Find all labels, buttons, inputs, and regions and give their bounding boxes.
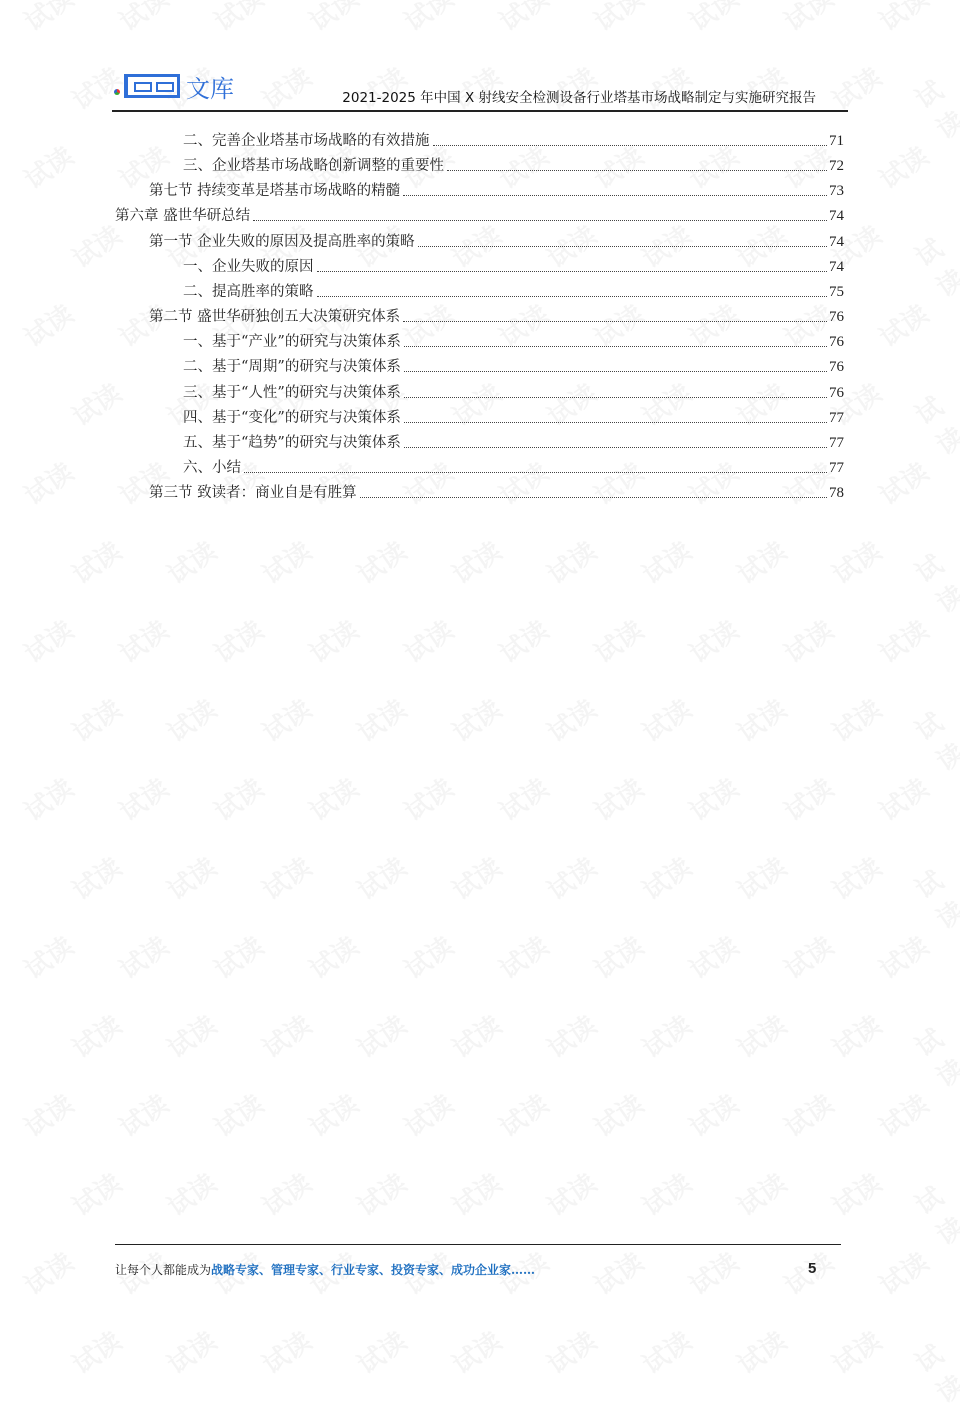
logo-mark-icon — [124, 74, 180, 98]
watermark-text — [491, 926, 555, 986]
watermark-text — [871, 1084, 935, 1144]
watermark-text — [776, 926, 840, 986]
toc-entry-title: 一、基于“产业”的研究与决策体系 — [183, 334, 401, 351]
watermark-text — [539, 531, 603, 591]
watermark-text — [729, 847, 793, 907]
watermark-text — [254, 1163, 318, 1223]
toc-entry-page: 77 — [829, 459, 844, 476]
watermark-text — [64, 1163, 128, 1223]
toc-entry[interactable] — [183, 128, 844, 150]
toc-entry[interactable] — [115, 203, 844, 225]
watermark-text — [111, 1084, 175, 1144]
toc-entry[interactable] — [149, 178, 844, 200]
toc-entry[interactable] — [183, 455, 844, 477]
watermark-text — [729, 1005, 793, 1065]
watermark-text — [16, 1242, 80, 1302]
watermark-text — [349, 1005, 413, 1065]
toc-entry[interactable] — [183, 354, 844, 376]
toc-leader-dots — [360, 497, 827, 498]
watermark-text — [871, 136, 935, 196]
toc-entry[interactable] — [183, 279, 844, 301]
watermark-text — [539, 1321, 603, 1381]
toc-entry-page: 77 — [829, 409, 844, 426]
footer-slogan — [115, 1261, 535, 1278]
watermark-text — [396, 926, 460, 986]
watermark-text — [681, 1242, 745, 1302]
watermark-text — [824, 1005, 888, 1065]
watermark-text — [729, 1163, 793, 1223]
watermark-text — [776, 768, 840, 828]
toc-entry[interactable] — [149, 229, 844, 251]
watermark-text — [681, 610, 745, 670]
watermark-text — [539, 1005, 603, 1065]
watermark-text — [871, 926, 935, 986]
watermark-text — [729, 1321, 793, 1381]
toc-entry-page: 76 — [829, 384, 844, 401]
watermark-text — [16, 610, 80, 670]
toc-entry-title: 六、小结 — [183, 459, 241, 476]
footer-prefix: 让每个人都能成为 — [115, 1263, 212, 1277]
watermark-text — [159, 1321, 223, 1381]
toc-leader-dots — [317, 296, 828, 297]
toc-leader-dots — [404, 371, 827, 372]
watermark-text — [159, 1005, 223, 1065]
watermark-text — [871, 0, 935, 39]
watermark-text — [64, 847, 128, 907]
watermark-text — [681, 926, 745, 986]
watermark-text — [16, 136, 80, 196]
toc-entry-title: 二、基于“周期”的研究与决策体系 — [183, 359, 401, 376]
watermark-text — [159, 1163, 223, 1223]
toc-entry[interactable] — [183, 430, 844, 452]
watermark-text — [254, 1005, 318, 1065]
watermark-text — [301, 1084, 365, 1144]
watermark-text — [64, 373, 128, 433]
watermark-text — [396, 610, 460, 670]
watermark-text — [634, 1005, 698, 1065]
watermark-text — [396, 1084, 460, 1144]
watermark-text — [907, 1172, 960, 1253]
watermark-text — [871, 294, 935, 354]
logo-text: 文库 — [186, 74, 234, 103]
toc-entry-title: 第一节 企业失败的原因及提高胜率的策略 — [149, 233, 415, 250]
watermark-text — [444, 689, 508, 749]
toc-leader-dots — [317, 271, 828, 272]
toc-entry-page: 71 — [829, 133, 844, 149]
watermark-text — [111, 0, 175, 39]
watermark-text — [301, 926, 365, 986]
watermark-text — [301, 0, 365, 39]
watermark-text — [349, 531, 413, 591]
watermark-text — [16, 294, 80, 354]
watermark-text — [491, 0, 555, 39]
watermark-text — [111, 768, 175, 828]
watermark-text — [681, 768, 745, 828]
watermark-text — [349, 1163, 413, 1223]
toc-entry-page: 74 — [829, 208, 844, 225]
watermark-text — [907, 66, 960, 147]
watermark-text — [444, 531, 508, 591]
watermark-text — [254, 847, 318, 907]
watermark-text — [871, 768, 935, 828]
watermark-text — [729, 689, 793, 749]
watermark-text — [586, 1084, 650, 1144]
watermark-text — [907, 1014, 960, 1095]
toc-entry-page: 74 — [829, 233, 844, 250]
watermark-text — [159, 531, 223, 591]
toc-entry-page: 78 — [829, 485, 844, 502]
toc-entry-title: 二、完善企业塔基市场战略的有效措施 — [183, 133, 430, 149]
watermark-text — [159, 689, 223, 749]
toc-entry-title: 一、企业失败的原因 — [183, 258, 314, 275]
toc-leader-dots — [244, 472, 827, 473]
watermark-text — [729, 531, 793, 591]
watermark-text — [396, 0, 460, 39]
toc-entry-title: 第二节 盛世华研独创五大决策研究体系 — [149, 309, 401, 326]
watermark-text — [776, 1084, 840, 1144]
watermark-text — [64, 1005, 128, 1065]
toc-entry-page: 73 — [829, 183, 844, 200]
toc-entry-page: 75 — [829, 283, 844, 300]
toc-entry-title: 二、提高胜率的策略 — [183, 283, 314, 300]
toc-leader-dots — [403, 321, 827, 322]
toc-entry[interactable] — [149, 304, 844, 326]
watermark-text — [206, 768, 270, 828]
watermark-text — [586, 1242, 650, 1302]
logo — [114, 70, 234, 102]
toc-leader-dots — [404, 447, 827, 448]
report-title: 2021-2025 年中国 X 射线安全检测设备行业塔基市场战略制定与实施研究报告 — [342, 90, 816, 106]
page-header — [112, 70, 848, 112]
watermark-text — [539, 689, 603, 749]
toc-entry[interactable] — [149, 480, 844, 502]
watermark-text — [586, 0, 650, 39]
toc-leader-dots — [447, 170, 827, 171]
watermark-text — [634, 531, 698, 591]
watermark-text — [681, 1084, 745, 1144]
watermark-text — [64, 1321, 128, 1381]
watermark-text — [776, 0, 840, 39]
watermark-text — [907, 1330, 960, 1410]
toc-leader-dots — [404, 397, 827, 398]
toc-entry-title: 第六章 盛世华研总结 — [115, 208, 251, 225]
watermark-text — [159, 847, 223, 907]
logo-dot-icon — [114, 89, 120, 95]
footer-highlight: 战略专家、管理专家、行业专家、投资专家、成功企业家…… — [211, 1263, 536, 1277]
toc-entry[interactable] — [183, 380, 844, 402]
watermark-text — [206, 0, 270, 39]
watermark-text — [491, 768, 555, 828]
toc-entry-title: 三、基于“人性”的研究与决策体系 — [183, 384, 401, 401]
watermark-text — [634, 847, 698, 907]
toc-leader-dots — [404, 346, 827, 347]
page-number: 5 — [808, 1260, 817, 1277]
toc-entry-title: 第七节 持续变革是塔基市场战略的精髓 — [149, 183, 401, 200]
watermark-text — [444, 1321, 508, 1381]
watermark-text — [907, 224, 960, 305]
watermark-text — [254, 689, 318, 749]
watermark-text — [491, 610, 555, 670]
watermark-text — [634, 1321, 698, 1381]
watermark-text — [539, 1163, 603, 1223]
toc-entry-page: 76 — [829, 309, 844, 326]
toc-entry-page: 76 — [829, 359, 844, 376]
watermark-text — [907, 540, 960, 621]
toc-entry-title: 三、企业塔基市场战略创新调整的重要性 — [183, 158, 444, 175]
watermark-text — [776, 610, 840, 670]
watermark-text — [254, 531, 318, 591]
toc-entry-page: 74 — [829, 258, 844, 275]
watermark-text — [349, 847, 413, 907]
watermark-text — [111, 610, 175, 670]
watermark-text — [301, 768, 365, 828]
watermark-text — [634, 1163, 698, 1223]
watermark-text — [64, 689, 128, 749]
toc-leader-dots — [253, 220, 827, 221]
toc-leader-dots — [404, 422, 827, 423]
toc-entry-title: 第三节 致读者：商业自是有胜算 — [149, 485, 357, 502]
watermark-text — [349, 1321, 413, 1381]
watermark-text — [16, 768, 80, 828]
watermark-text — [824, 1163, 888, 1223]
watermark-text — [111, 926, 175, 986]
toc-entry-page: 77 — [829, 434, 844, 451]
watermark-text — [539, 847, 603, 907]
watermark-text — [64, 531, 128, 591]
watermark-text — [444, 1163, 508, 1223]
watermark-text — [681, 0, 745, 39]
watermark-text — [444, 1005, 508, 1065]
watermark-text — [301, 610, 365, 670]
toc-leader-dots — [433, 145, 828, 146]
toc-entry[interactable] — [183, 329, 844, 351]
watermark-text — [824, 847, 888, 907]
watermark-text — [824, 1321, 888, 1381]
watermark-text — [586, 926, 650, 986]
toc-entry[interactable] — [183, 254, 844, 276]
watermark-text — [16, 452, 80, 512]
toc-leader-dots — [403, 195, 827, 196]
watermark-text — [907, 382, 960, 463]
toc-entry[interactable] — [183, 405, 844, 427]
watermark-text — [349, 689, 413, 749]
watermark-text — [871, 610, 935, 670]
toc-entry[interactable] — [183, 153, 844, 175]
watermark-text — [16, 0, 80, 39]
watermark-text — [871, 452, 935, 512]
watermark-text — [824, 531, 888, 591]
toc-entry-page: 76 — [829, 334, 844, 351]
watermark-text — [491, 1084, 555, 1144]
toc-leader-dots — [418, 246, 827, 247]
watermark-text — [396, 768, 460, 828]
footer-divider — [115, 1244, 841, 1245]
watermark-text — [16, 926, 80, 986]
toc-entry-page: 72 — [829, 158, 844, 175]
watermark-text — [16, 1084, 80, 1144]
watermark-text — [444, 847, 508, 907]
watermark-text — [871, 1242, 935, 1302]
watermark-text — [206, 610, 270, 670]
watermark-text — [206, 926, 270, 986]
watermark-text — [634, 689, 698, 749]
watermark-text — [254, 1321, 318, 1381]
watermark-text — [907, 698, 960, 779]
watermark-text — [824, 689, 888, 749]
watermark-text — [586, 768, 650, 828]
watermark-text — [586, 610, 650, 670]
toc-entry-title: 四、基于“变化”的研究与决策体系 — [183, 409, 401, 426]
watermark-text — [907, 856, 960, 937]
watermark-text — [206, 1084, 270, 1144]
toc-entry-title: 五、基于“趋势”的研究与决策体系 — [183, 434, 401, 451]
